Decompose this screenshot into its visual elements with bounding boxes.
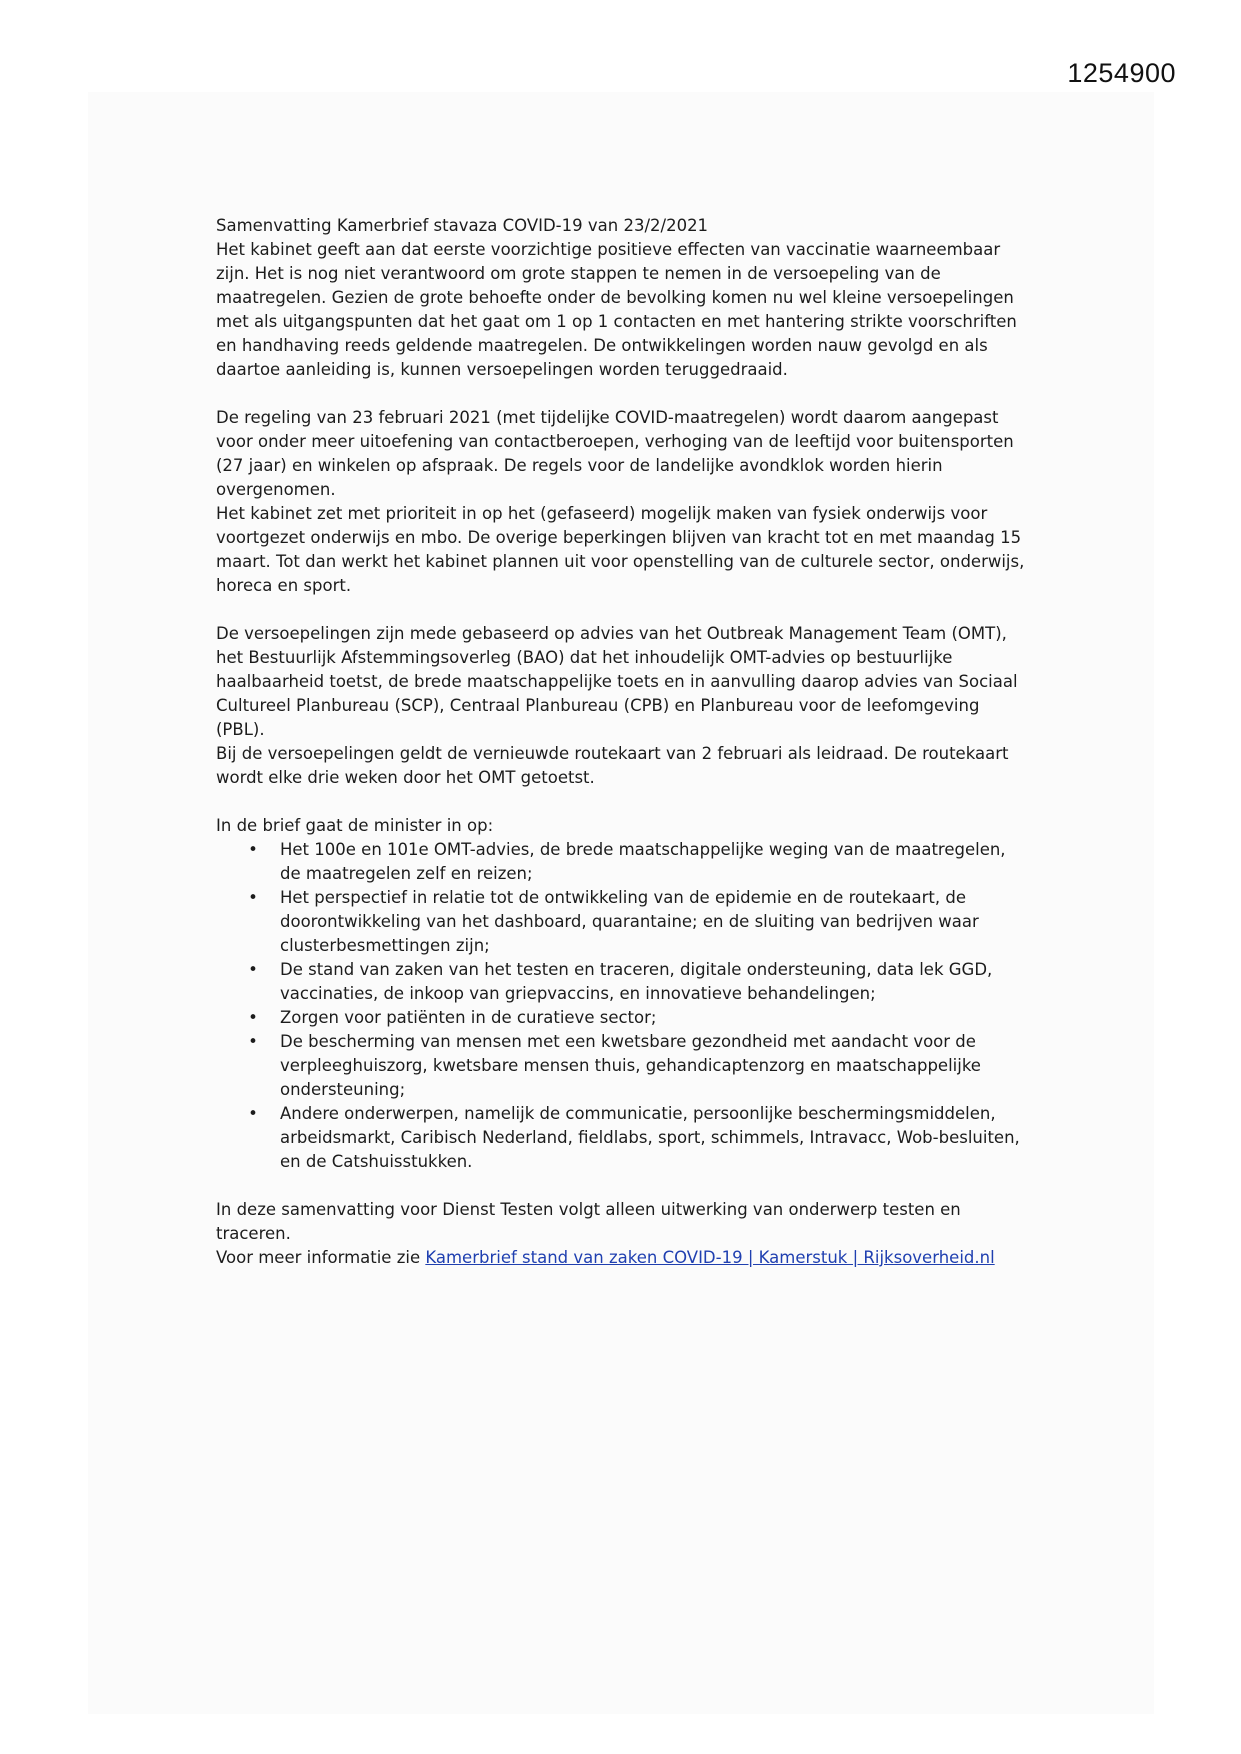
- list-intro: In de brief gaat de minister in op:: [216, 816, 494, 835]
- paragraph-education-priority: Het kabinet zet met prioriteit in op het (gefaseerd) mogelijk maken van fysiek onderwijs voor voortgezet onderwijs en mbo. De overige beperkingen blijven van kracht tot en met maandag 15 maart. Tot dan werkt het kabinet plannen uit voor openstelling van de culturele sector, onderwijs, horeca en sport.: [216, 504, 1025, 595]
- bullet-icon: •: [248, 888, 258, 907]
- kamerbrief-link[interactable]: Kamerbrief stand van zaken COVID-19 | Kamerstuk | Rijksoverheid.nl: [425, 1248, 995, 1267]
- list-item-text: Zorgen voor patiënten in de curatieve sector;: [280, 1008, 657, 1027]
- document-number: 1254900: [1067, 58, 1176, 88]
- paragraph-regulation-changes: De regeling van 23 februari 2021 (met tijdelijke COVID-maatregelen) wordt daarom aangepast voor onder meer uitoefening van contactberoepen, verhoging van de leeftijd voor buitensporten (27 jaar) en winkelen op afspraak. De regels voor de landelijke avondklok worden hierin overgenomen.: [216, 408, 1014, 499]
- list-item: [216, 1030, 1028, 1102]
- list-item: [216, 1006, 1028, 1030]
- paragraph-advice-basis: De versoepelingen zijn mede gebaseerd op advies van het Outbreak Management Team (OMT), het Bestuurlijk Afstemmingsoverleg (BAO) dat het inhoudelijk OMT-advies op bestuurlijke haalbaarheid toetst, de brede maatschappelijke toets en in aanvulling daarop advies van Sociaal Cultureel Planbureau (SCP), Centraal Planbureau (CPB) en Planbureau voor de leefomgeving (PBL).: [216, 624, 1018, 739]
- more-info-prefix: Voor meer informatie zie: [216, 1248, 426, 1267]
- more-info-line: [216, 1246, 1028, 1270]
- bullet-icon: •: [248, 840, 258, 859]
- list-item: [216, 958, 1028, 1006]
- topic-list: [216, 838, 1028, 1174]
- list-item: [216, 838, 1028, 886]
- paragraph-routekaart: Bij de versoepelingen geldt de vernieuwde routekaart van 2 februari als leidraad. De routekaart wordt elke drie weken door het OMT getoetst.: [216, 744, 1009, 787]
- list-item-text: De stand van zaken van het testen en traceren, digitale ondersteuning, data lek GGD, vaccinaties, de inkoop van griepvaccins, en innovatieve behandelingen;: [280, 960, 993, 1003]
- list-item-text: Het perspectief in relatie tot de ontwikkeling van de epidemie en de routekaart, de doorontwikkeling van het dashboard, quarantaine; en de sluiting van bedrijven waar clusterbesmettingen zijn;: [280, 888, 979, 955]
- paragraph-vaccination-effects: Het kabinet geeft aan dat eerste voorzichtige positieve effecten van vaccinatie waarneembaar zijn. Het is nog niet verantwoord om grote stappen te nemen in de versoepeling van de maatregelen. Gezien de grote behoefte onder de bevolking komen nu wel kleine versoepelingen met als uitgangspunten dat het gaat om 1 op 1 contacten en met hantering strikte voorschriften en handhaving reeds geldende maatregelen. De ontwikkelingen worden nauw gevolgd en als daartoe aanleiding is, kunnen versoepelingen worden teruggedraaid.: [216, 240, 1017, 379]
- closing-note: In deze samenvatting voor Dienst Testen volgt alleen uitwerking van onderwerp testen en traceren.: [216, 1200, 961, 1243]
- document-body: [216, 214, 1028, 1270]
- bullet-icon: •: [248, 1008, 258, 1027]
- list-item: [216, 886, 1028, 958]
- list-item-text: Andere onderwerpen, namelijk de communicatie, persoonlijke beschermingsmiddelen, arbeidsmarkt, Caribisch Nederland, fieldlabs, sport, schimmels, Intravacc, Wob-besluiten, en de Catshuisstukken.: [280, 1104, 1020, 1171]
- bullet-icon: •: [248, 1104, 258, 1123]
- list-item: [216, 1102, 1028, 1174]
- document-title: Samenvatting Kamerbrief stavaza COVID-19 van 23/2/2021: [216, 216, 709, 235]
- bullet-icon: •: [248, 1032, 258, 1051]
- list-item-text: Het 100e en 101e OMT-advies, de brede maatschappelijke weging van de maatregelen, de maatregelen zelf en reizen;: [280, 840, 1006, 883]
- bullet-icon: •: [248, 960, 258, 979]
- list-item-text: De bescherming van mensen met een kwetsbare gezondheid met aandacht voor de verpleeghuiszorg, kwetsbare mensen thuis, gehandicaptenzorg en maatschappelijke ondersteuning;: [280, 1032, 981, 1099]
